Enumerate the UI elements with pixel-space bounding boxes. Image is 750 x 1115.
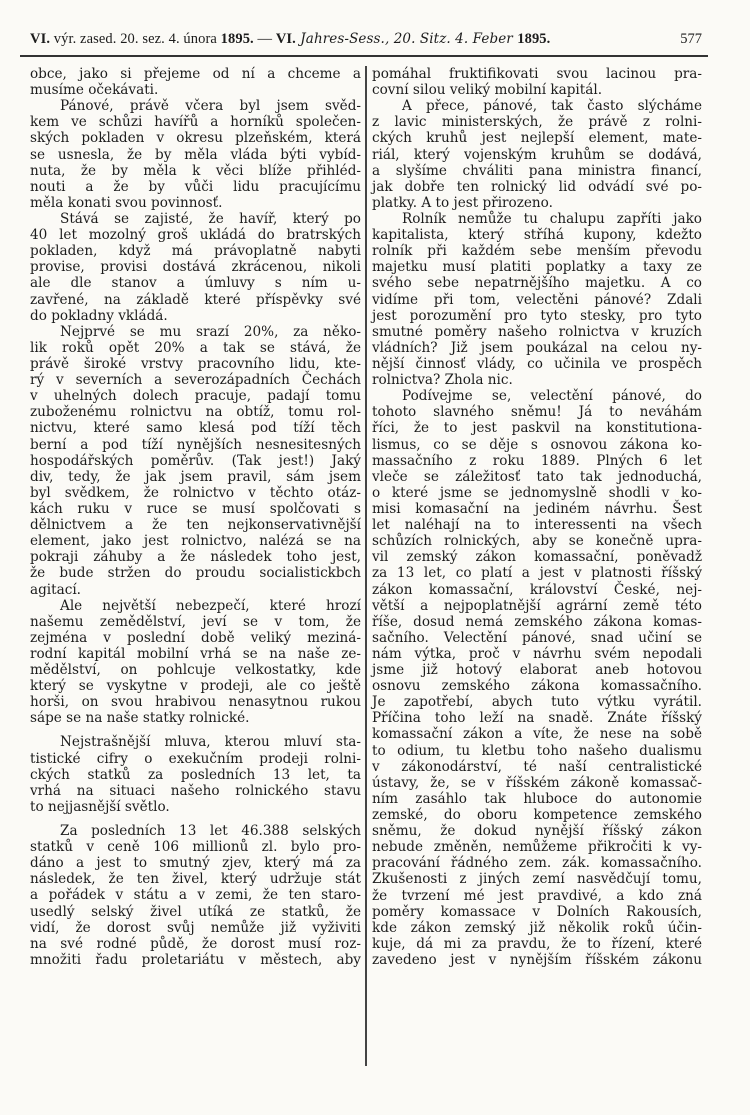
text-line: následek, že ten živel, který udržuje stát	[30, 871, 361, 888]
text-line: nebude změněn, nemůžeme přikročiti k vy-	[372, 839, 702, 856]
text-line: zavřené, na základě které příspěvky své	[30, 291, 361, 308]
text-line: ním zasáhlo tak hluboce do autonomie	[372, 790, 702, 807]
text-line: kuje, dá mi za pravdu, že to řízení, které	[372, 935, 702, 952]
text-line: lismus, co se děje s osnovou zákona ko-	[372, 436, 702, 453]
header-dash: —	[253, 31, 276, 47]
text-line: který se vyskytne v prodeji, ale co ještě	[30, 678, 361, 695]
text-line: poměry komassace v Dolních Rakousích,	[372, 903, 702, 920]
text-line: sačního. Velectění pánové, snad učiní se	[372, 629, 702, 646]
right-column	[372, 66, 702, 968]
text-line: zavedeno jest v nynějším říšském zákonu	[372, 952, 702, 969]
text-line: v uhelných dolech pracuje, padají tomu	[30, 388, 361, 405]
text-line: Rolník nemůže tu chalupu zapříti jako	[402, 210, 702, 227]
text-line: ckých statků za posledních 13 let, ta	[30, 766, 361, 783]
text-line: misi komasační na jediném návrhu. Šest	[372, 500, 702, 517]
text-line: to nejjasnější světlo.	[30, 798, 170, 815]
text-line: vleče se záležitosť tato tak jednoduchá,	[372, 468, 702, 485]
text-line: tistické cifry o exekučním prodeji rolni-	[30, 750, 361, 767]
text-line: pokladen, když má právoplatně nabyti	[30, 243, 361, 260]
text-line: schůzích rolnických, aby se konečně upra-	[372, 533, 702, 550]
text-line: smutné poměry našeho rolnictva v kruzích	[372, 323, 702, 340]
text-line: vládních? Již jsem poukázal na celou ny-	[372, 339, 702, 356]
text-line: Zkušenosti z jiných zemí nasvědčují tomu,	[372, 871, 702, 888]
text-line: statků v ceně 106 millionů zl. bylo pro-	[30, 839, 361, 856]
text-line: byl svědkem, že rolnictvo v těchto otáz-	[30, 484, 361, 501]
text-line: Ale největší nebezpečí, které hrozí	[60, 597, 361, 614]
text-line: do pokladny vkládá.	[30, 307, 168, 324]
text-line: o které jsme se jednomyslně shodli v ko-	[372, 484, 702, 501]
text-line: pracování řádného zem. zák. komassačního.	[372, 855, 702, 872]
text-line: element, jako jest rolnictvo, nalézá se na	[30, 533, 361, 550]
header-session-number-czech: VI.	[30, 31, 51, 47]
text-line: riál, který vojenským kruhům se dodává,	[372, 146, 702, 163]
text-line: vrhá na situaci našeho rolnického stavu	[30, 782, 361, 799]
text-line: dělnictvem a že ten nejkonservativnější	[30, 517, 361, 534]
text-line: tohoto slavného sněmu! Já to neváhám	[372, 404, 702, 421]
text-line: říci, že to jest paskvil na konstitutiona-	[372, 420, 702, 437]
text-line: zákon komassační, království České, nej-	[372, 581, 702, 598]
text-line: pokraji záhuby a že následek toho jest,	[30, 549, 361, 566]
header-session-number-german: VI.	[275, 31, 296, 47]
text-line: nouti a že by vůči lidu pracujícímu	[30, 178, 361, 195]
text-line: Příčina toho leží na snadě. Znáte říšský	[372, 710, 702, 727]
text-line: zejména v poslední době veliký meziná-	[30, 629, 361, 646]
text-line: to odium, tu kletbu toho našeho dualismu	[372, 742, 702, 759]
text-line: nuta, že by měla k věci blíže přihléd-	[30, 162, 361, 179]
text-line: vil zemský zákon komassační, poněvadž	[372, 549, 702, 566]
header-year-german: 1895.	[517, 31, 551, 47]
text-line: horši, on svou hrabivou nenasytnou rukou	[30, 694, 361, 711]
text-line: říše, dosud nemá zemského zákona komas-	[372, 613, 702, 630]
text-line: v zákonodárství, té naší centralistické	[372, 758, 702, 775]
text-line: div, tedy, že jak jsem pravil, sám jsem	[30, 468, 361, 485]
text-line: dáno a jest to smutný zjev, který má za	[30, 855, 361, 872]
text-line: svého sebe nepatrnějšího majetku. A co	[372, 275, 702, 292]
text-line: měla konati svou povinnosť.	[30, 194, 223, 211]
text-line: obce, jako si přejeme od ní a chceme a	[30, 66, 361, 82]
text-line: 40 let mozolný groš ukládá do bratrských	[30, 227, 361, 244]
text-line: kapitalista, který stříhá kupony, kdežto	[372, 227, 702, 244]
text-line: vidíme při tom, velectěni pánové? Zdali	[372, 291, 702, 308]
text-line: za 13 let, co platí a jest v platnosti říšský	[372, 565, 702, 582]
header-rule	[20, 55, 708, 57]
text-line: kde zákon zemský již několik roků účin-	[372, 919, 702, 936]
text-line: pomáhal fruktifikovati svou lacinou pra-	[372, 66, 702, 82]
page-number: 577	[680, 31, 702, 47]
text-line: nám výtka, proč v návrhu svém nepodali	[372, 645, 702, 662]
text-line: nější činnosť vlády, co učinila ve prospěch	[372, 355, 702, 372]
text-line: právě široké vrstvy pracovního lidu, kte-	[30, 355, 361, 372]
header-year-czech: 1895.	[220, 31, 254, 47]
text-line: platky. A to jest přirozeno.	[372, 194, 553, 211]
text-line: množiti řadu proletariátu v městech, aby	[30, 951, 361, 968]
text-line: Stává se zajisté, že havíř, který po	[60, 210, 361, 227]
text-line: kách ruku v ruce se musí spolčovati s	[30, 500, 361, 517]
text-line: sněmu, že dokud nynější říšský zákon	[372, 823, 702, 840]
text-line: se usnesla, že by měla vláda býti vybíd-	[30, 146, 361, 163]
column-divider	[365, 66, 367, 1066]
text-line: A přece, pánové, tak často slýcháme	[402, 98, 702, 115]
text-line: komassační zákon a víte, že nese na sobě	[372, 726, 702, 743]
text-line: vidí, že dorost svůj nemůže již vyživiti	[30, 919, 361, 936]
text-line: Nejstrašnější mluva, kterou mluví sta-	[60, 734, 361, 751]
text-line: Nejprvé se mu srazí 20%, za něko-	[60, 323, 361, 340]
text-line: zemské, do oboru kompetence zemského	[372, 807, 702, 824]
text-line: covní silou veliký mobilní kapitál.	[372, 82, 603, 99]
text-line: našemu zemědělství, jeví se v tom, že	[30, 613, 361, 630]
text-line: rolník při každém sebe menším převodu	[372, 243, 702, 260]
text-line: ských pokladen v okresu plzeňském, která	[30, 130, 361, 147]
text-line: ústavy, že, se v říšském zákoně komassač-	[372, 774, 702, 791]
text-line: ckých kruhů jest nejlepší element, mate-	[372, 130, 702, 147]
header-session-text-czech: výr. zased. 20. sez. 4. února	[50, 31, 221, 47]
left-column	[30, 66, 361, 968]
text-line: kem ve schůzi havířů a horníků společen-	[30, 114, 361, 131]
text-line: agitací.	[30, 581, 82, 598]
text-line: ale dle stanov a úmluvy s ním u-	[30, 275, 361, 292]
text-line: rolnictva? Zhola nic.	[372, 372, 513, 389]
text-line: zuboženému rolnictvu na obtíž, tomu rol-	[30, 404, 361, 421]
text-line: berní a pod tíží nynějších nesnesitesných	[30, 436, 361, 453]
text-line: a pořádek v státu a v zemi, že ten staro-	[30, 887, 361, 904]
page-header	[30, 31, 702, 53]
text-line: provise, provisi dostává zkrácenou, nikoli	[30, 259, 361, 276]
text-line: musíme očekávati.	[30, 82, 159, 99]
text-line: z lavic ministerských, že právě z rolni-	[372, 114, 702, 131]
text-line: nictvu, které samo klesá pod tíží těch	[30, 420, 361, 437]
text-line: usedlý selský živel utíká ze statků, že	[30, 903, 361, 920]
text-line: rý v severních a severozápadních Čechách	[30, 372, 361, 389]
text-line: massačního z roku 1889. Plných 6 let	[372, 452, 702, 469]
header-czech	[30, 31, 550, 48]
text-line: větší a nejpoplatnější agrární země této	[372, 597, 702, 614]
text-line: lik roků opět 20% a tak se stává, že	[30, 339, 361, 356]
text-line: jsme již hotový elaborat aneb hotovou	[372, 662, 702, 679]
header-session-text-german: Jahres-Sess., 20. Sitz. 4. Feber	[295, 31, 518, 47]
text-line: že bude stržen do proudu socialistickbch	[30, 565, 361, 582]
text-line: a slyšíme chváliti pana ministra financí,	[372, 162, 702, 179]
text-line: jak dobře ten rolnický lid odvádí své po-	[372, 178, 702, 195]
text-line: rodní kapitál mobilní vrhá se na naše ze-	[30, 645, 361, 662]
text-line: sápe se na naše statky rolnické.	[30, 710, 250, 727]
text-line: hospodářských poměrův. (Tak jest!) Jaký	[30, 452, 361, 469]
text-line: majetku musí platiti poplatky a taxy ze	[372, 259, 702, 276]
text-line: mědělství, on pohlcuje velkostatky, kde	[30, 662, 361, 679]
text-line: let naléhají na to interessenti na všech	[372, 517, 702, 534]
text-line: že tvrzení mé jest pravdivé, a kdo zná	[372, 887, 702, 904]
text-line: Pánové, právě včera byl jsem svěd-	[60, 98, 361, 115]
text-line: na své rodné půdě, že dorost musí roz-	[30, 935, 361, 952]
text-line: Za posledních 13 let 46.388 selských	[60, 823, 361, 840]
text-line: Je zapotřebí, abych tuto výtku vyrátil.	[372, 694, 702, 711]
text-line: jest porozumění pro tyto stesky, pro tyto	[372, 307, 702, 324]
text-line: Podívejme se, velectění pánové, do	[402, 388, 702, 405]
text-line: osnovu zemského zákona komassačního.	[372, 678, 702, 695]
